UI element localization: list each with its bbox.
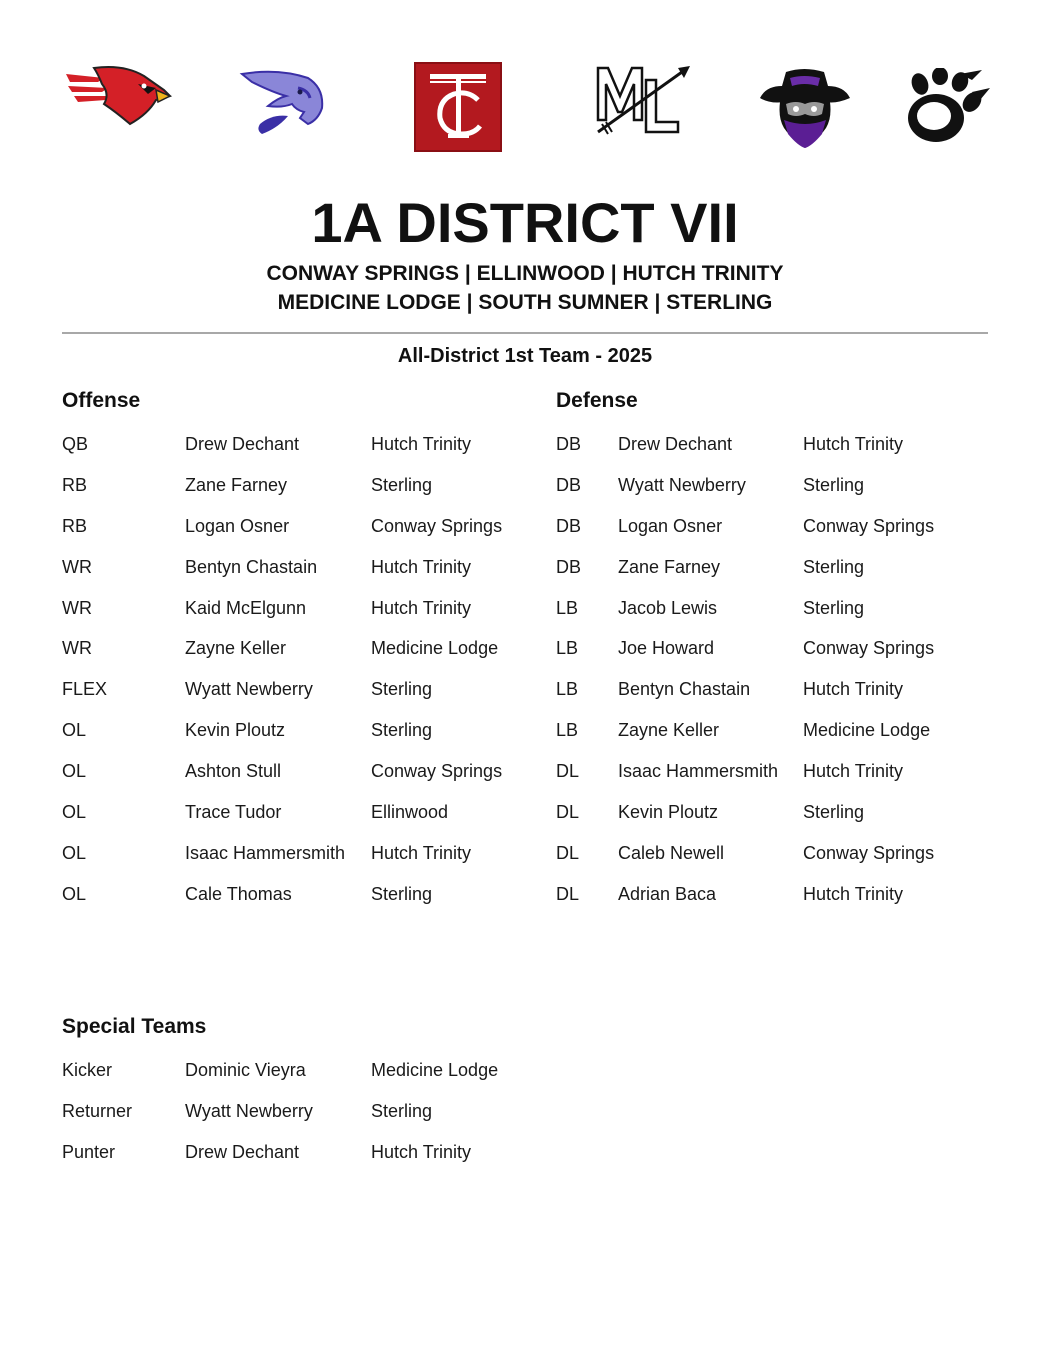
roster-row: [556, 799, 996, 840]
ml-arrow-logo-icon: [594, 62, 692, 140]
cardinal-logo-icon: [64, 64, 172, 126]
school-cell: Sterling: [371, 720, 433, 741]
roster-row: [62, 676, 532, 717]
bear-paw-logo-icon: [898, 68, 990, 146]
school-cell: Sterling: [371, 883, 433, 904]
logo-row: [0, 58, 1050, 158]
player-name-cell: Wyatt Newberry: [185, 679, 313, 700]
player-name-cell: Drew Dechant: [185, 1141, 300, 1162]
position-cell: OL: [62, 720, 87, 741]
player-name-cell: Logan Osner: [618, 515, 723, 536]
position-cell: Kicker: [62, 1060, 113, 1080]
roster-row: [556, 595, 996, 636]
player-name-cell: Drew Dechant: [185, 434, 300, 454]
player-name-cell: Isaac Hammersmith: [618, 761, 779, 782]
school-cell: Hutch Trinity: [371, 556, 472, 577]
school-cell: Sterling: [803, 556, 865, 577]
player-name-cell: Zayne Keller: [618, 720, 720, 741]
roster-row: [62, 1139, 532, 1180]
roster-row: [62, 840, 532, 881]
school-cell: Sterling: [371, 679, 433, 700]
roster-row: [556, 840, 996, 881]
position-cell: FLEX: [62, 679, 108, 700]
position-cell: DB: [556, 556, 582, 577]
roster-row: [62, 635, 532, 676]
roster-row: [62, 758, 532, 799]
position-cell: LB: [556, 720, 579, 741]
schools-line-1: CONWAY SPRINGS | ELLINWOOD | HUTCH TRINITY: [266, 262, 784, 285]
masked-bandit-cowboy-logo-icon: [756, 68, 854, 150]
offense-roster: [62, 431, 532, 922]
position-cell: WR: [62, 597, 92, 618]
roster-row: [62, 881, 532, 922]
roster-row: [62, 595, 532, 636]
school-cell: Medicine Lodge: [371, 638, 499, 659]
player-name-cell: Kevin Ploutz: [185, 720, 286, 741]
school-cell: Ellinwood: [371, 802, 449, 823]
position-cell: LB: [556, 679, 579, 700]
player-name-cell: Bentyn Chastain: [618, 679, 751, 700]
player-name-cell: Dominic Vieyra: [185, 1060, 306, 1080]
school-cell: Medicine Lodge: [371, 1060, 499, 1080]
roster-row: [556, 554, 996, 595]
roster-row: [556, 881, 996, 922]
school-cell: Hutch Trinity: [803, 761, 904, 782]
school-cell: Conway Springs: [803, 638, 935, 659]
player-name-cell: Isaac Hammersmith: [185, 842, 346, 863]
special-teams-heading: Special Teams: [62, 1015, 207, 1038]
school-cell: Medicine Lodge: [803, 720, 931, 741]
roster-row: [62, 472, 532, 513]
school-cell: Sterling: [803, 474, 865, 495]
player-name-cell: Kaid McElgunn: [185, 597, 307, 618]
player-name-cell: Bentyn Chastain: [185, 556, 318, 577]
roster-row: [556, 472, 996, 513]
roster-row: [62, 431, 532, 472]
eagle-logo-icon: [238, 68, 328, 138]
player-name-cell: Logan Osner: [185, 515, 290, 536]
school-cell: Conway Springs: [803, 515, 935, 536]
offense-heading: Offense: [62, 389, 141, 412]
school-cell: Hutch Trinity: [803, 679, 904, 700]
position-cell: DB: [556, 474, 582, 495]
position-cell: Returner: [62, 1100, 133, 1121]
school-cell: Hutch Trinity: [371, 434, 472, 454]
roster-row: [556, 513, 996, 554]
player-name-cell: Ashton Stull: [185, 761, 282, 782]
player-name-cell: Adrian Baca: [618, 883, 717, 904]
school-cell: Conway Springs: [371, 515, 503, 536]
player-name-cell: Zane Farney: [185, 474, 288, 495]
player-name-cell: Zayne Keller: [185, 638, 287, 659]
roster-row: [62, 1057, 532, 1098]
player-name-cell: Kevin Ploutz: [618, 802, 719, 823]
roster-row: [62, 554, 532, 595]
roster-row: [556, 431, 996, 472]
position-cell: WR: [62, 638, 92, 659]
player-name-cell: Zane Farney: [618, 556, 721, 577]
position-cell: OL: [62, 802, 87, 823]
position-cell: RB: [62, 474, 88, 495]
schools-line-2: MEDICINE LODGE | SOUTH SUMNER | STERLING: [277, 291, 773, 314]
roster-row: [556, 758, 996, 799]
roster-row: [62, 799, 532, 840]
roster-row: [62, 513, 532, 554]
player-name-cell: Cale Thomas: [185, 883, 292, 904]
school-cell: Hutch Trinity: [803, 883, 904, 904]
school-cell: Hutch Trinity: [371, 1141, 472, 1162]
player-name-cell: Wyatt Newberry: [618, 474, 746, 495]
position-cell: DL: [556, 802, 580, 823]
position-cell: OL: [62, 761, 87, 782]
player-name-cell: Caleb Newell: [618, 842, 725, 863]
player-name-cell: Trace Tudor: [185, 802, 282, 823]
school-cell: Hutch Trinity: [803, 434, 904, 454]
school-cell: Hutch Trinity: [371, 842, 472, 863]
roster-row: [556, 676, 996, 717]
position-cell: DL: [556, 761, 580, 782]
player-name-cell: Jacob Lewis: [618, 597, 718, 618]
position-cell: OL: [62, 842, 87, 863]
position-cell: RB: [62, 515, 88, 536]
roster-row: [556, 635, 996, 676]
page-title: 1A DISTRICT VII: [311, 191, 739, 254]
school-cell: Sterling: [371, 474, 433, 495]
player-name-cell: Joe Howard: [618, 638, 715, 659]
position-cell: DB: [556, 515, 582, 536]
school-cell: Sterling: [371, 1100, 433, 1121]
position-cell: DL: [556, 842, 580, 863]
tc-monogram-logo-icon: [414, 62, 502, 152]
school-cell: Sterling: [803, 802, 865, 823]
position-cell: DL: [556, 883, 580, 904]
roster-row: [62, 1098, 532, 1139]
position-cell: LB: [556, 597, 579, 618]
position-cell: LB: [556, 638, 579, 659]
special-teams-roster: [62, 1057, 532, 1180]
defense-heading: Defense: [556, 389, 638, 412]
position-cell: WR: [62, 556, 92, 577]
team-heading: All-District 1st Team - 2025: [397, 345, 653, 367]
player-name-cell: Drew Dechant: [618, 434, 733, 454]
school-cell: Conway Springs: [371, 761, 503, 782]
roster-row: [556, 717, 996, 758]
position-cell: OL: [62, 883, 87, 904]
school-cell: Hutch Trinity: [371, 597, 472, 618]
defense-roster: [556, 431, 996, 922]
school-cell: Conway Springs: [803, 842, 935, 863]
roster-row: [62, 717, 532, 758]
divider: [62, 332, 988, 334]
player-name-cell: Wyatt Newberry: [185, 1100, 313, 1121]
school-cell: Sterling: [803, 597, 865, 618]
position-cell: DB: [556, 434, 582, 454]
position-cell: Punter: [62, 1141, 116, 1162]
position-cell: QB: [62, 434, 89, 454]
